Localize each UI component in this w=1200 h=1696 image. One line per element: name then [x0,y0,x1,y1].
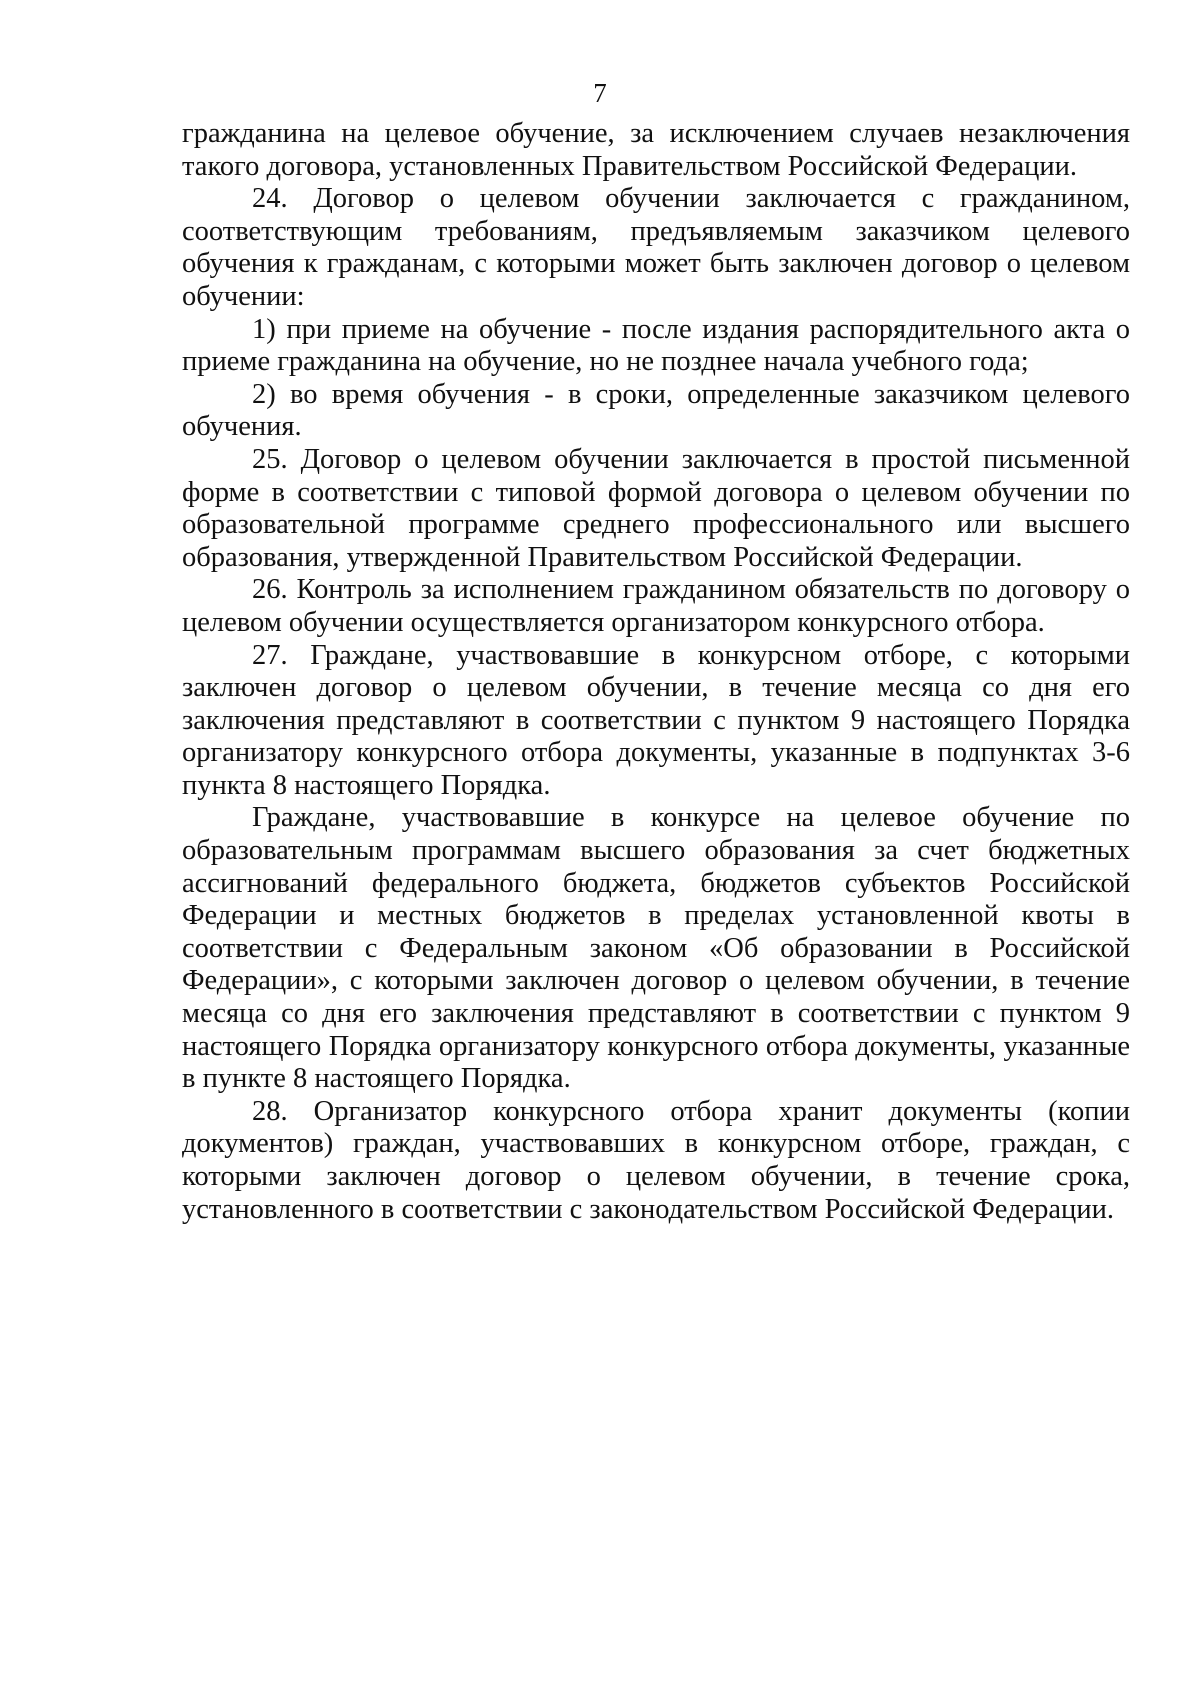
paragraph-clause-25: 25. Договор о целевом обучении заключается в простой письменной форме в соответствии с типовой формой договора о целевом обучении по образовательной программе среднего профессионального или высшего образования, утвержденной Правительством Российской Федерации. [182,443,1130,573]
document-body [182,118,1130,1226]
paragraph-clause-26: 26. Контроль за исполнением гражданином обязательств по договору о целевом обучении осуществляется организатором конкурсного отбора. [182,574,1130,638]
paragraph-clause-27: 27. Граждане, участвовавшие в конкурсном отборе, с которыми заключен договор о целевом обучении, в течение месяца со дня его заключения представляют в соответствии с пунктом 9 настоящего Порядка организатору конкурсного отбора документы, указанные в подпунктах 3-6 пункта 8 настоящего Порядка. [182,639,1130,801]
paragraph-clause-24: 24. Договор о целевом обучении заключается с гражданином, соответствующим требованиям, предъявляемым заказчиком целевого обучения к гражданам, с которыми может быть заключен договор о целевом обучении: [182,183,1130,312]
paragraph-clause-28: 28. Организатор конкурсного отбора хранит документы (копии документов) граждан, участвовавших в конкурсном отборе, граждан, с которыми заключен договор о целевом обучении, в течение срока, установленного в соответствии с законодательством Российской Федерации. [182,1095,1130,1225]
page-number: 7 [593,78,607,108]
paragraph-clause-27-part-2: Граждане, участвовавшие в конкурсе на целевое обучение по образовательным программам высшего образования за счет бюджетных ассигнований федерального бюджета, бюджетов субъектов Российской Федерации и местных бюджетов в пределах установленной квоты в соответствии с Федеральным законом «Об образовании в Российской Федерации», с которыми заключен договор о целевом обучении, в течение месяца со дня его заключения представляют в соответствии с пунктом 9 настоящего Порядка организатору конкурсного отбора документы, указанные в пункте 8 настоящего Порядка. [182,802,1130,1095]
paragraph-clause-24-item-1: 1) при приеме на обучение - после издания распорядительного акта о приеме гражданина на обучение, но не позднее начала учебного года; [182,313,1130,378]
paragraph-clause-24-item-2: 2) во время обучения - в сроки, определенные заказчиком целевого обучения. [182,378,1130,443]
paragraph-continuation: гражданина на целевое обучение, за исключением случаев незаключения такого договора, установленных Правительством Российской Федерации. [182,118,1130,182]
